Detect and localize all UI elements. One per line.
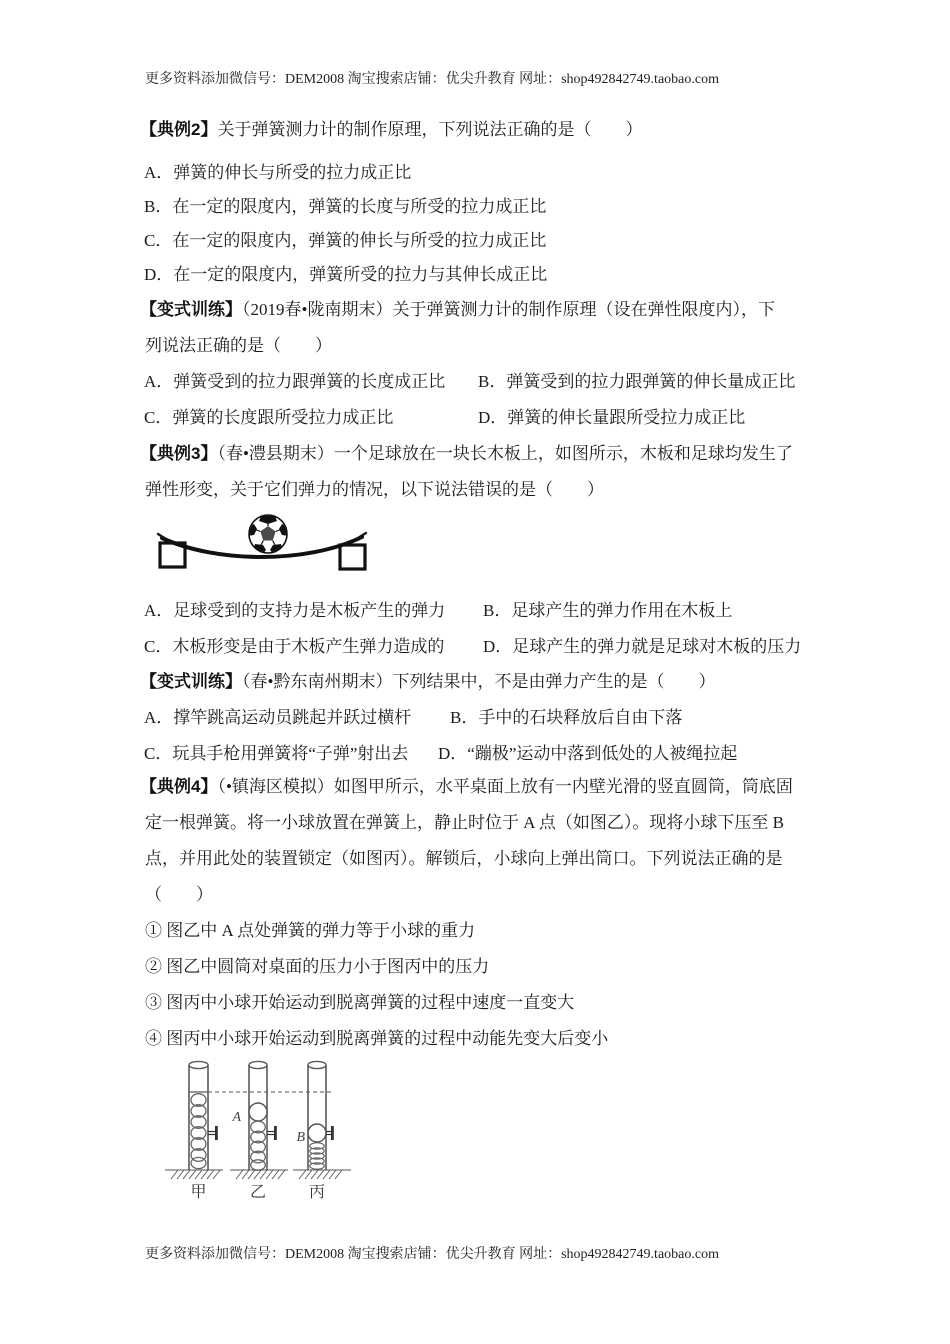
header-contact-line: 更多资料添加微信号：DEM2008 淘宝搜索店铺：优尖升教育 网址：shop492842749.taobao.com bbox=[145, 72, 719, 87]
question-stem: （•镇海区模拟）如图甲所示，水平桌面上放有一内壁光滑的竖直圆筒，筒底固 bbox=[217, 777, 793, 796]
label-jia: 甲 bbox=[190, 1184, 207, 1201]
tube-yi bbox=[249, 1061, 277, 1170]
figure-football-on-board bbox=[140, 508, 860, 593]
statement-1: ① 图乙中 A 点处弹簧的弹力等于小球的重力 bbox=[145, 921, 476, 940]
statement-3: ③ 图丙中小球开始运动到脱离弹簧的过程中速度一直变大 bbox=[145, 993, 575, 1012]
option-b: B．足球产生的弹力作用在木板上 bbox=[483, 601, 733, 620]
question-block-dianli3 bbox=[140, 436, 860, 665]
question-stem: 关于弹簧测力计的制作原理，下列说法正确的是（ ） bbox=[217, 120, 643, 139]
statement-2: ② 图乙中圆筒对桌面的压力小于图丙中的压力 bbox=[145, 957, 490, 976]
option-a: A．弹簧的伸长与所受的拉力成正比 bbox=[144, 163, 412, 182]
label-yi: 乙 bbox=[249, 1184, 267, 1201]
option-b: B．弹簧受到的拉力跟弹簧的伸长量成正比 bbox=[478, 372, 796, 391]
lock-knob-icon bbox=[326, 1126, 334, 1140]
question-stem-continued: 弹性形变，关于它们弹力的情况，以下说法错误的是（ ） bbox=[145, 480, 604, 499]
option-a: A．足球受到的支持力是木板产生的弹力 bbox=[144, 601, 446, 620]
option-a: A．撑竿跳高运动员跳起并跃过横杆 bbox=[144, 708, 412, 727]
question-tag: 【典例4】 bbox=[140, 777, 218, 796]
question-stem: （春•黔东南州期末）下列结果中，不是由弹力产生的是（ ） bbox=[242, 672, 716, 691]
option-row-ab bbox=[140, 700, 860, 736]
question-stem-continued: 定一根弹簧。将一小球放置在弹簧上，静止时位于 A 点（如图乙）。现将小球下压至 B bbox=[145, 813, 784, 832]
question-stem: （2019春•陇南期末）关于弹簧测力计的制作原理（设在弹性限度内），下 bbox=[242, 300, 775, 319]
question-stem: （春•澧县期末）一个足球放在一块长木板上，如图所示，木板和足球均发生了 bbox=[217, 444, 793, 463]
question-block-bianshi1 bbox=[140, 292, 860, 436]
option-c: C．木板形变是由于木板产生弹力造成的 bbox=[144, 637, 445, 656]
option-row-ab bbox=[140, 364, 860, 400]
ground-hatching bbox=[165, 1170, 351, 1179]
question-stem-line bbox=[140, 292, 860, 328]
question-tag: 【典例2】 bbox=[140, 120, 218, 139]
question-stem-line bbox=[140, 436, 860, 472]
spring-jia bbox=[191, 1094, 206, 1169]
option-d: D．“蹦极”运动中落到低处的人被绳拉起 bbox=[438, 744, 738, 763]
option-c: C．玩具手枪用弹簧将“子弹”射出去 bbox=[144, 744, 409, 763]
question-tag: 【变式训练】 bbox=[140, 672, 242, 691]
option-c: C．在一定的限度内，弹簧的伸长与所受的拉力成正比 bbox=[144, 231, 547, 250]
question-tag: 【典例3】 bbox=[140, 444, 218, 463]
question-stem-continued: （ ） bbox=[145, 885, 213, 904]
option-c: C．弹簧的长度跟所受拉力成正比 bbox=[144, 408, 394, 427]
option-b: B．在一定的限度内，弹簧的长度与所受的拉力成正比 bbox=[144, 197, 547, 216]
option-row-cd bbox=[140, 629, 860, 665]
option-row-ab bbox=[140, 593, 860, 629]
cylinder-spring-diagram bbox=[155, 1057, 355, 1207]
tube-jia bbox=[189, 1061, 218, 1170]
option-d: D．弹簧的伸长量跟所受拉力成正比 bbox=[478, 408, 746, 427]
spring-bing-compressed bbox=[310, 1143, 325, 1169]
question-block-bianshi2 bbox=[140, 664, 860, 772]
question-stem-continued: 列说法正确的是（ ） bbox=[145, 336, 332, 355]
question-stem-line bbox=[140, 664, 860, 700]
option-row-cd bbox=[140, 400, 860, 436]
statement-4: ④ 图丙中小球开始运动到脱离弹簧的过程中动能先变大后变小 bbox=[145, 1029, 609, 1048]
spring-yi bbox=[251, 1121, 266, 1170]
question-tag: 【变式训练】 bbox=[140, 300, 242, 319]
lock-knob-icon bbox=[267, 1126, 277, 1140]
question-block-dianli4 bbox=[140, 769, 860, 1207]
option-d: D．在一定的限度内，弹簧所受的拉力与其伸长成正比 bbox=[144, 265, 548, 284]
ball-at-B bbox=[308, 1124, 326, 1142]
question-stem-continued: 点，并用此处的装置锁定（如图丙）。解锁后，小球向上弹出筒口。下列说法正确的是 bbox=[145, 849, 783, 868]
option-d: D．足球产生的弹力就是足球对木板的压力 bbox=[483, 637, 802, 656]
tube-bing bbox=[308, 1061, 334, 1170]
option-b: B．手中的石块释放后自由下落 bbox=[450, 708, 683, 727]
figure-three-cylinders bbox=[140, 1057, 860, 1207]
football-board-diagram bbox=[156, 508, 368, 580]
label-bing: 丙 bbox=[308, 1184, 326, 1201]
right-support-block bbox=[340, 545, 365, 569]
question-stem-line bbox=[140, 769, 860, 805]
point-A-label: A bbox=[232, 1110, 241, 1125]
option-a: A．弹簧受到的拉力跟弹簧的长度成正比 bbox=[144, 372, 446, 391]
ball-at-A bbox=[249, 1103, 267, 1121]
point-B-label: B bbox=[296, 1130, 305, 1145]
question-block-dianli2 bbox=[140, 112, 860, 292]
soccer-ball-icon bbox=[247, 513, 289, 555]
option-row-cd bbox=[140, 736, 860, 772]
lock-knob-icon bbox=[208, 1126, 218, 1140]
question-stem-line bbox=[140, 112, 860, 148]
footer-contact-line: 更多资料添加微信号：DEM2008 淘宝搜索店铺：优尖升教育 网址：shop492842749.taobao.com bbox=[145, 1247, 719, 1262]
